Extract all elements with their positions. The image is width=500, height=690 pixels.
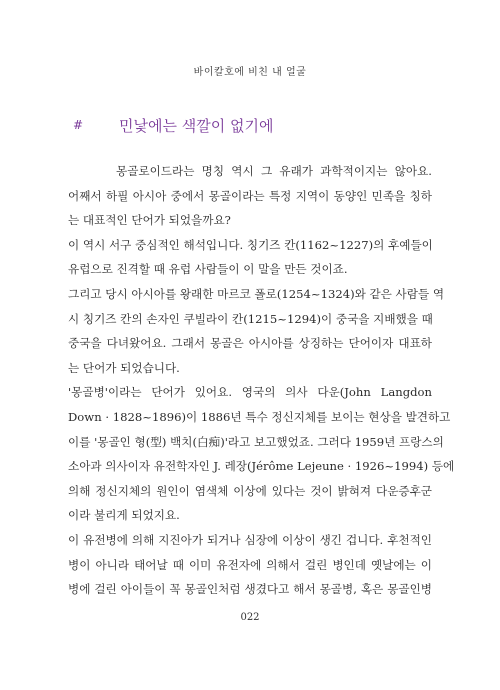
paragraph-line: 이 유전병에 의해 지진아가 되거나 심장에 이상이 생긴 겁니다. 후천적인 <box>68 532 432 547</box>
paragraph-line: '몽골병'이라는 단어가 있어요. 영국의 의사 다운(John Langdon <box>68 385 432 400</box>
paragraph-line: 중국을 다녀왔어요. 그래서 몽골은 아시아를 상징하는 단어이자 대표하 <box>68 336 432 351</box>
paragraph-line: 소아과 의사이자 유전학자인 J. 레장(Jérôme Lejeune · 1926~1994) 등에 <box>68 459 455 474</box>
paragraph-line: 의해 정신지체의 원인이 염색체 이상에 있다는 것이 밝혀져 다운증후군 <box>68 483 432 498</box>
section-title: 민낯에는 색깔이 없기에 <box>119 117 274 135</box>
paragraph-line: 이를 '몽골인 형(型) 백치(白痴)'라고 보고했었죠. 그러다 1959년 프랑스의 <box>68 434 444 449</box>
paragraph-line: 이 역시 서구 중심적인 해석입니다. 칭기즈 칸(1162~1227)의 후예들이 <box>68 237 433 252</box>
paragraph-line: 그리고 당시 아시아를 왕래한 마르코 폴로(1254~1324)와 같은 사람들 역 <box>68 286 445 301</box>
paragraph-line: 는 단어가 되었습니다. <box>68 360 180 375</box>
paragraph-line: 병에 걸린 아이들이 꼭 몽골인처럼 생겼다고 해서 몽골병, 혹은 몽골인병 <box>68 582 432 597</box>
paragraph-line: 유럽으로 진격할 때 유럽 사람들이 이 말을 만든 것이죠. <box>68 262 348 277</box>
section-heading <box>73 115 433 139</box>
section-marker: # <box>73 118 84 132</box>
paragraph-line: 시 칭기즈 칸의 손자인 쿠빌라이 칸(1215~1294)이 중국을 지배했을 때 <box>68 311 433 326</box>
paragraph-line: 이라 불리게 되었지요. <box>68 508 180 523</box>
paragraph-line: 몽골로이드라는 명칭 역시 그 유래가 과학적이지는 않아요. <box>116 164 432 178</box>
paragraph-line: Down · 1828~1896)이 1886년 특수 정신지체를 보이는 현상을 발견하고 <box>68 409 451 424</box>
paragraph-line: 병이 아니라 태어날 때 이미 유전자에 의해서 걸린 병인데 옛날에는 이 <box>68 557 432 572</box>
running-header: 바이칼호에 비친 내 얼굴 <box>193 67 307 78</box>
paragraph-line: 어째서 하필 아시아 중에서 몽골이라는 특정 지역이 동양인 민족을 칭하 <box>68 188 432 203</box>
paragraph-line: 는 대표적인 단어가 되었을까요? <box>68 213 231 228</box>
body-text <box>68 159 455 602</box>
page-number: 022 <box>240 612 260 623</box>
